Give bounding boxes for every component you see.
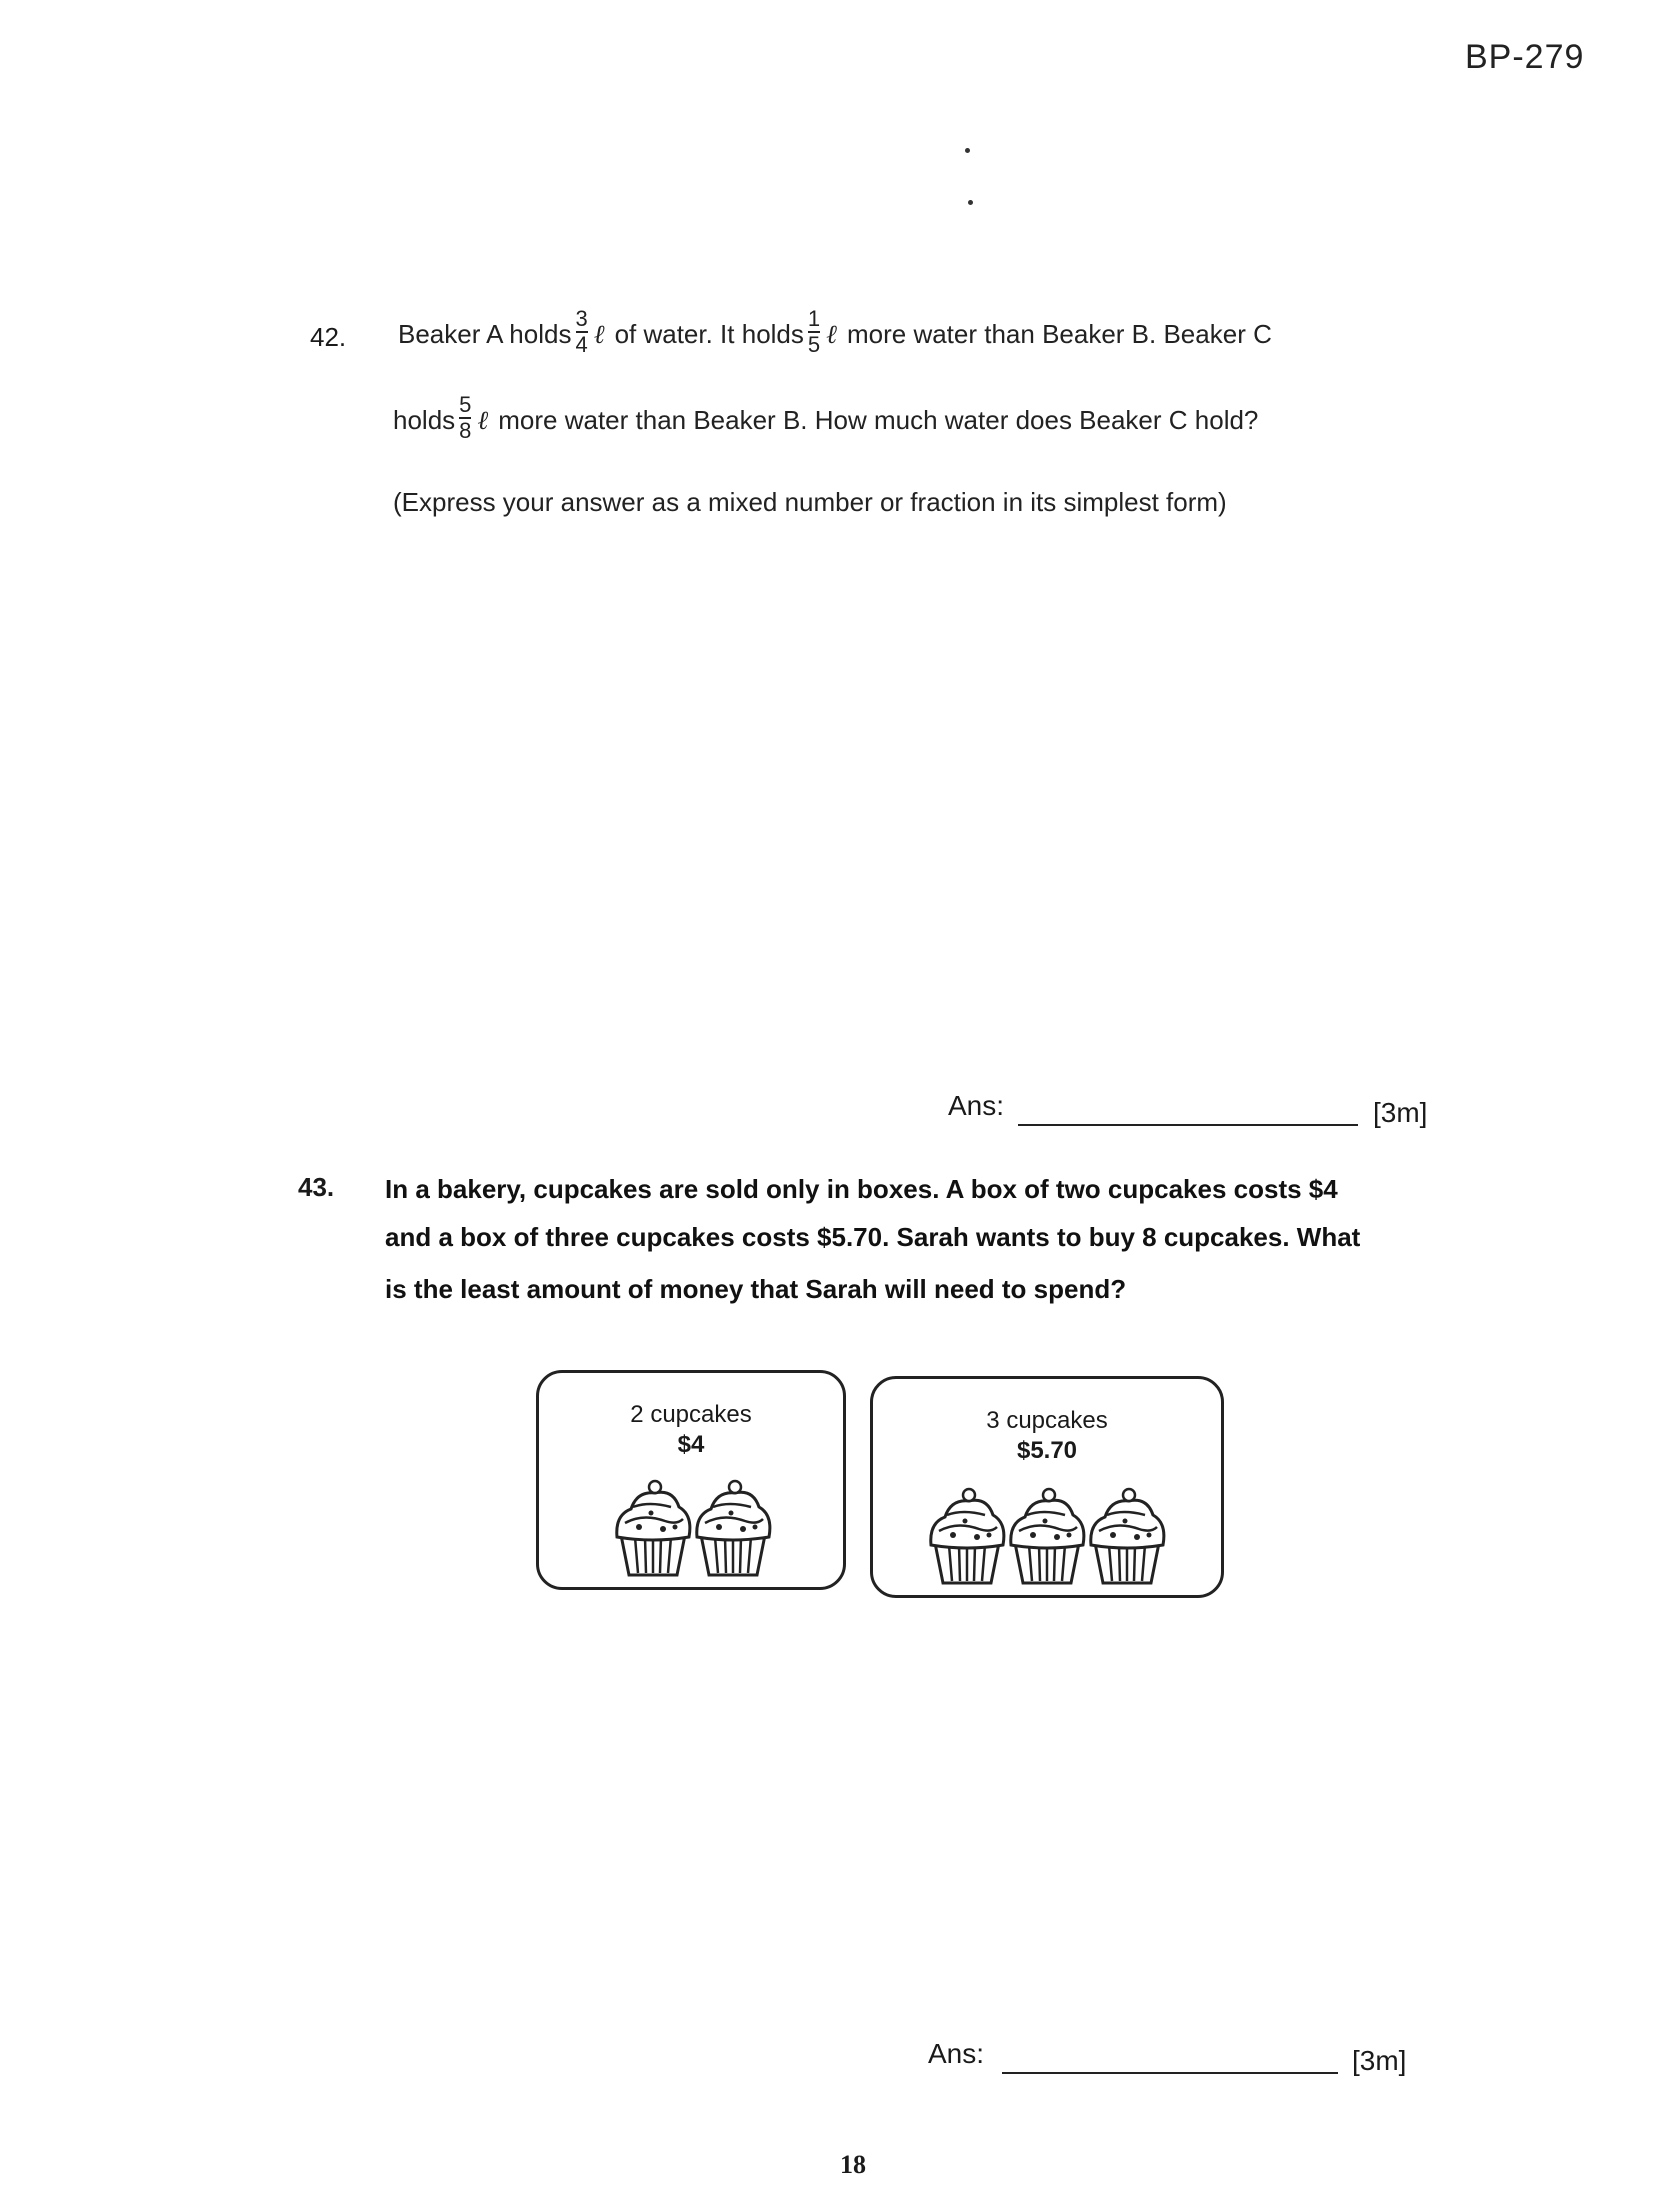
answer-line[interactable] [1018,1124,1358,1126]
fraction [808,308,820,356]
text: holds [393,404,456,435]
question-42-line-1 [398,306,1272,360]
fraction [459,394,471,442]
cupcake-box-two [536,1370,846,1590]
text: of water. It holds [614,318,804,349]
cupcake-illustration [927,1485,1167,1585]
denominator: 5 [807,332,821,357]
box-label: 2 cupcakes [630,1401,752,1428]
answer-label: Ans: [948,1090,1005,1121]
denominator: 8 [459,418,472,443]
text: more water than Beaker B. Beaker C [846,318,1272,349]
answer-line[interactable] [1002,2072,1338,2074]
numerator: 3 [575,306,588,331]
question-number: 42. [310,322,347,352]
answer-label: Ans: [928,2038,985,2069]
document-code: BP-279 [1465,38,1585,76]
question-number: 43. [298,1172,335,1202]
box-price: $5.70 [1016,1437,1078,1464]
box-price: $4 [677,1431,705,1458]
marks-label: [3m] [1352,2045,1407,2076]
question-42-instruction: (Express your answer as a mixed number or fraction in its simplest form) [393,487,1227,517]
question-43-line-1: In a bakery, cupcakes are sold only in boxes. A box of two cupcakes costs $4 [385,1174,1338,1204]
numerator: 5 [459,392,472,417]
text: Beaker A holds [398,318,572,349]
cupcake-box-three [870,1376,1224,1598]
question-43-line-2: and a box of three cupcakes costs $5.70. Sarah wants to buy 8 cupcakes. What [385,1222,1361,1252]
text: more water than Beaker B. How much water does Beaker C hold? [498,404,1259,435]
denominator: 4 [575,332,588,357]
cupcake-illustration [613,1477,773,1577]
fraction [575,308,587,356]
box-label: 3 cupcakes [986,1407,1108,1434]
litre-symbol: ℓ [593,319,605,350]
numerator: 1 [807,306,821,331]
litre-symbol: ℓ [477,405,489,436]
litre-symbol: ℓ [826,319,837,350]
page-number: 18 [840,2150,866,2179]
scan-speck [968,200,973,205]
question-42-line-2 [393,392,1259,446]
marks-label: [3m] [1373,1097,1428,1128]
scan-speck [965,148,970,153]
question-43-line-3: is the least amount of money that Sarah will need to spend? [385,1274,1127,1304]
